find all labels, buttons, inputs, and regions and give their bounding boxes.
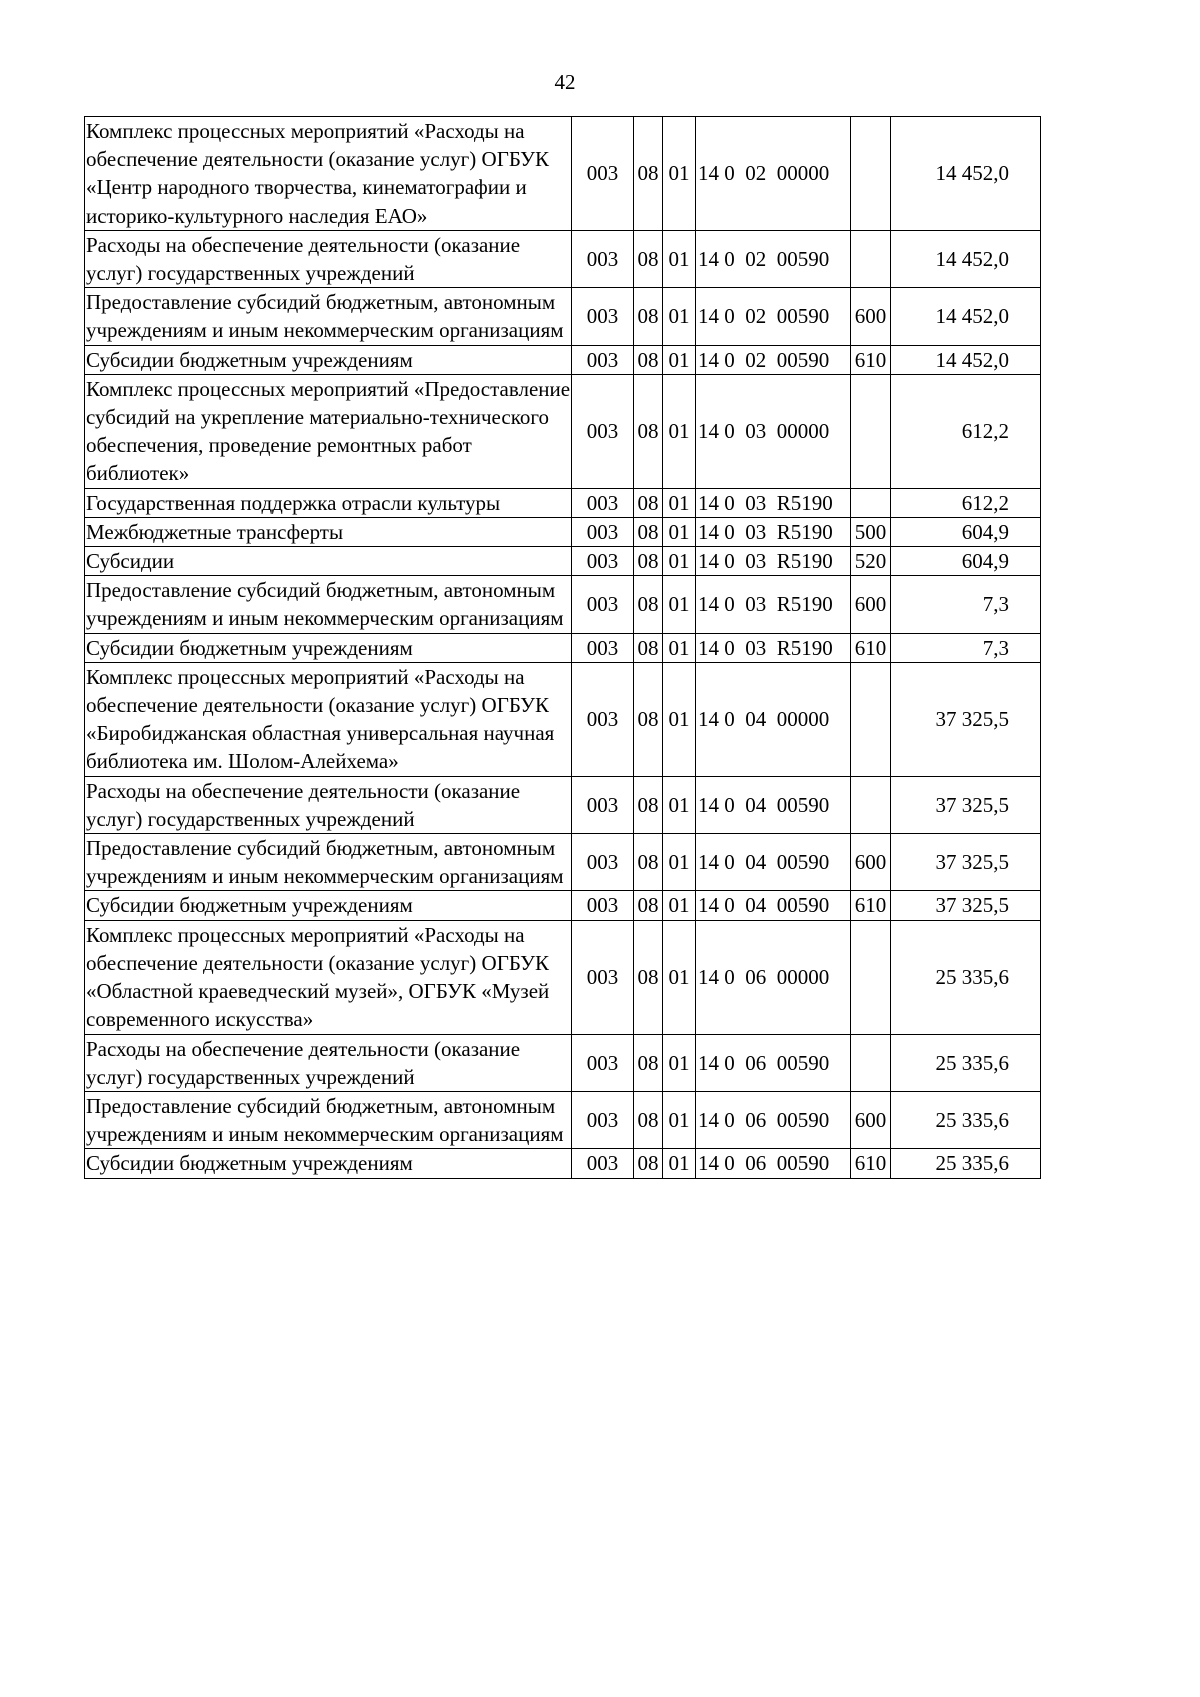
target-article-code: 14 0 04 00590 bbox=[696, 891, 851, 920]
target-article-code: 14 0 06 00590 bbox=[696, 1091, 851, 1148]
section-code: 08 bbox=[634, 633, 663, 662]
section-code: 08 bbox=[634, 288, 663, 345]
expense-name: Предоставление субсидий бюджетным, автономным учреждениям и иным некоммерческим организациям bbox=[85, 576, 572, 633]
section-code: 08 bbox=[634, 834, 663, 891]
subsection-code: 01 bbox=[663, 834, 696, 891]
subsection-code: 01 bbox=[663, 776, 696, 833]
table-row bbox=[85, 633, 1041, 662]
target-article-code: 14 0 03 00000 bbox=[696, 374, 851, 488]
expense-type-code: 610 bbox=[851, 1149, 891, 1178]
subsection-code: 01 bbox=[663, 288, 696, 345]
expense-name: Предоставление субсидий бюджетным, автономным учреждениям и иным некоммерческим организациям bbox=[85, 834, 572, 891]
expense-type-code: 600 bbox=[851, 834, 891, 891]
expense-type-code bbox=[851, 920, 891, 1034]
grbs-code: 003 bbox=[572, 1091, 634, 1148]
table-row bbox=[85, 1149, 1041, 1178]
subsection-code: 01 bbox=[663, 1149, 696, 1178]
amount: 14 452,0 bbox=[891, 230, 1041, 287]
target-article-code: 14 0 02 00000 bbox=[696, 117, 851, 231]
target-article-code: 14 0 03 R5190 bbox=[696, 547, 851, 576]
section-code: 08 bbox=[634, 776, 663, 833]
subsection-code: 01 bbox=[663, 488, 696, 517]
target-article-code: 14 0 06 00000 bbox=[696, 920, 851, 1034]
target-article-code: 14 0 03 R5190 bbox=[696, 633, 851, 662]
table-row bbox=[85, 1034, 1041, 1091]
expense-name: Субсидии бюджетным учреждениям bbox=[85, 1149, 572, 1178]
section-code: 08 bbox=[634, 547, 663, 576]
amount: 7,3 bbox=[891, 576, 1041, 633]
section-code: 08 bbox=[634, 1034, 663, 1091]
section-code: 08 bbox=[634, 345, 663, 374]
expense-type-code bbox=[851, 117, 891, 231]
amount: 14 452,0 bbox=[891, 288, 1041, 345]
expense-type-code: 600 bbox=[851, 576, 891, 633]
section-code: 08 bbox=[634, 1149, 663, 1178]
expense-name: Комплекс процессных мероприятий «Предоставление субсидий на укрепление материально-технического обеспечения, проведение ремонтных работ библиотек» bbox=[85, 374, 572, 488]
section-code: 08 bbox=[634, 576, 663, 633]
grbs-code: 003 bbox=[572, 776, 634, 833]
target-article-code: 14 0 03 R5190 bbox=[696, 576, 851, 633]
grbs-code: 003 bbox=[572, 1034, 634, 1091]
expense-name: Субсидии бюджетным учреждениям bbox=[85, 633, 572, 662]
expense-type-code: 610 bbox=[851, 633, 891, 662]
expense-name: Субсидии бюджетным учреждениям bbox=[85, 891, 572, 920]
section-code: 08 bbox=[634, 488, 663, 517]
grbs-code: 003 bbox=[572, 633, 634, 662]
grbs-code: 003 bbox=[572, 547, 634, 576]
amount: 604,9 bbox=[891, 547, 1041, 576]
expense-type-code: 600 bbox=[851, 1091, 891, 1148]
subsection-code: 01 bbox=[663, 547, 696, 576]
table-row bbox=[85, 288, 1041, 345]
grbs-code: 003 bbox=[572, 920, 634, 1034]
amount: 37 325,5 bbox=[891, 834, 1041, 891]
section-code: 08 bbox=[634, 230, 663, 287]
expense-type-code: 520 bbox=[851, 547, 891, 576]
expense-name: Расходы на обеспечение деятельности (оказание услуг) государственных учреждений bbox=[85, 1034, 572, 1091]
expense-type-code bbox=[851, 488, 891, 517]
amount: 604,9 bbox=[891, 517, 1041, 546]
expense-type-code: 500 bbox=[851, 517, 891, 546]
table-row bbox=[85, 117, 1041, 231]
table-row bbox=[85, 576, 1041, 633]
table-row bbox=[85, 1091, 1041, 1148]
subsection-code: 01 bbox=[663, 117, 696, 231]
subsection-code: 01 bbox=[663, 891, 696, 920]
amount: 25 335,6 bbox=[891, 920, 1041, 1034]
subsection-code: 01 bbox=[663, 517, 696, 546]
section-code: 08 bbox=[634, 662, 663, 776]
expense-type-code: 610 bbox=[851, 891, 891, 920]
table-row bbox=[85, 230, 1041, 287]
target-article-code: 14 0 03 R5190 bbox=[696, 488, 851, 517]
section-code: 08 bbox=[634, 920, 663, 1034]
amount: 612,2 bbox=[891, 374, 1041, 488]
expense-name: Комплекс процессных мероприятий «Расходы на обеспечение деятельности (оказание услуг) ОГБУК «Биробиджанская областная универсальная научная библиотека им. Шолом-Алейхема» bbox=[85, 662, 572, 776]
target-article-code: 14 0 02 00590 bbox=[696, 230, 851, 287]
expense-name: Предоставление субсидий бюджетным, автономным учреждениям и иным некоммерческим организациям bbox=[85, 1091, 572, 1148]
grbs-code: 003 bbox=[572, 117, 634, 231]
table-row bbox=[85, 776, 1041, 833]
table-row bbox=[85, 345, 1041, 374]
expense-name: Субсидии bbox=[85, 547, 572, 576]
amount: 37 325,5 bbox=[891, 776, 1041, 833]
section-code: 08 bbox=[634, 374, 663, 488]
subsection-code: 01 bbox=[663, 230, 696, 287]
table-row bbox=[85, 517, 1041, 546]
subsection-code: 01 bbox=[663, 633, 696, 662]
target-article-code: 14 0 02 00590 bbox=[696, 345, 851, 374]
grbs-code: 003 bbox=[572, 891, 634, 920]
subsection-code: 01 bbox=[663, 920, 696, 1034]
target-article-code: 14 0 03 R5190 bbox=[696, 517, 851, 546]
target-article-code: 14 0 06 00590 bbox=[696, 1034, 851, 1091]
expense-type-code bbox=[851, 776, 891, 833]
expense-name: Субсидии бюджетным учреждениям bbox=[85, 345, 572, 374]
target-article-code: 14 0 02 00590 bbox=[696, 288, 851, 345]
amount: 25 335,6 bbox=[891, 1034, 1041, 1091]
page-number: 42 bbox=[554, 70, 576, 94]
grbs-code: 003 bbox=[572, 488, 634, 517]
grbs-code: 003 bbox=[572, 1149, 634, 1178]
target-article-code: 14 0 06 00590 bbox=[696, 1149, 851, 1178]
subsection-code: 01 bbox=[663, 1034, 696, 1091]
expense-name: Комплекс процессных мероприятий «Расходы на обеспечение деятельности (оказание услуг) ОГБУК «Областной краеведческий музей», ОГБУК «Музей современного искусства» bbox=[85, 920, 572, 1034]
grbs-code: 003 bbox=[572, 662, 634, 776]
table-row bbox=[85, 834, 1041, 891]
amount: 14 452,0 bbox=[891, 345, 1041, 374]
amount: 612,2 bbox=[891, 488, 1041, 517]
section-code: 08 bbox=[634, 117, 663, 231]
table-row bbox=[85, 891, 1041, 920]
subsection-code: 01 bbox=[663, 576, 696, 633]
amount: 37 325,5 bbox=[891, 891, 1041, 920]
expense-name: Расходы на обеспечение деятельности (оказание услуг) государственных учреждений bbox=[85, 776, 572, 833]
expense-name: Расходы на обеспечение деятельности (оказание услуг) государственных учреждений bbox=[85, 230, 572, 287]
budget-table-body bbox=[85, 117, 1041, 1179]
target-article-code: 14 0 04 00590 bbox=[696, 834, 851, 891]
section-code: 08 bbox=[634, 891, 663, 920]
grbs-code: 003 bbox=[572, 230, 634, 287]
expense-type-code: 610 bbox=[851, 345, 891, 374]
subsection-code: 01 bbox=[663, 374, 696, 488]
budget-table bbox=[84, 116, 1041, 1179]
expense-name: Межбюджетные трансферты bbox=[85, 517, 572, 546]
expense-type-code: 600 bbox=[851, 288, 891, 345]
section-code: 08 bbox=[634, 1091, 663, 1148]
grbs-code: 003 bbox=[572, 288, 634, 345]
section-code: 08 bbox=[634, 517, 663, 546]
table-row bbox=[85, 662, 1041, 776]
table-row bbox=[85, 488, 1041, 517]
expense-type-code bbox=[851, 230, 891, 287]
expense-type-code bbox=[851, 1034, 891, 1091]
grbs-code: 003 bbox=[572, 834, 634, 891]
grbs-code: 003 bbox=[572, 576, 634, 633]
amount: 25 335,6 bbox=[891, 1091, 1041, 1148]
subsection-code: 01 bbox=[663, 662, 696, 776]
expense-name: Комплекс процессных мероприятий «Расходы на обеспечение деятельности (оказание услуг) ОГБУК «Центр народного творчества, кинематографии и историко-культурного наследия ЕАО» bbox=[85, 117, 572, 231]
table-row bbox=[85, 374, 1041, 488]
table-row bbox=[85, 547, 1041, 576]
grbs-code: 003 bbox=[572, 345, 634, 374]
subsection-code: 01 bbox=[663, 1091, 696, 1148]
subsection-code: 01 bbox=[663, 345, 696, 374]
amount: 37 325,5 bbox=[891, 662, 1041, 776]
table-row bbox=[85, 920, 1041, 1034]
expense-name: Предоставление субсидий бюджетным, автономным учреждениям и иным некоммерческим организациям bbox=[85, 288, 572, 345]
expense-name: Государственная поддержка отрасли культуры bbox=[85, 488, 572, 517]
amount: 25 335,6 bbox=[891, 1149, 1041, 1178]
amount: 7,3 bbox=[891, 633, 1041, 662]
amount: 14 452,0 bbox=[891, 117, 1041, 231]
target-article-code: 14 0 04 00590 bbox=[696, 776, 851, 833]
grbs-code: 003 bbox=[572, 374, 634, 488]
expense-type-code bbox=[851, 662, 891, 776]
grbs-code: 003 bbox=[572, 517, 634, 546]
expense-type-code bbox=[851, 374, 891, 488]
target-article-code: 14 0 04 00000 bbox=[696, 662, 851, 776]
